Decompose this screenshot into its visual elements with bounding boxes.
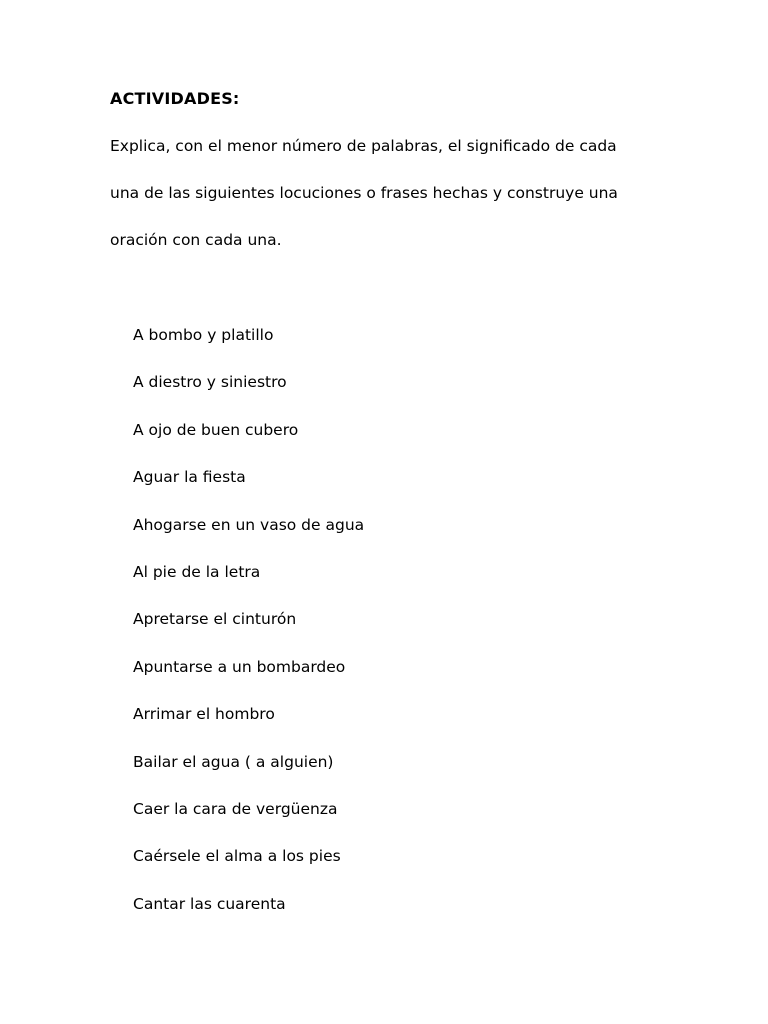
phrase-item: A diestro y siniestro [133, 373, 287, 392]
phrase-item: A bombo y platillo [133, 326, 274, 344]
instruction-line-1: Explica, con el menor número de palabras, el significado de cada [110, 137, 617, 155]
document-heading: ACTIVIDADES: [110, 89, 240, 108]
phrase-item: Cantar las cuarenta [133, 894, 286, 913]
instruction-line-2: una de las siguientes locuciones o frases hechas y construye una [110, 184, 618, 202]
phrase-item: Al pie de la letra [133, 562, 261, 581]
phrase-item: Apuntarse a un bombardeo [133, 657, 346, 676]
phrase-item: Ahogarse en un vaso de agua [133, 515, 365, 534]
phrase-list [133, 325, 364, 941]
phrase-item: Caer la cara de vergüenza [133, 799, 338, 818]
phrase-item: A ojo de buen cubero [133, 420, 299, 439]
phrase-item: Caérsele el alma a los pies [133, 847, 341, 866]
phrase-item: Aguar la fiesta [133, 468, 246, 487]
phrase-item: Bailar el agua ( a alguien) [133, 752, 334, 771]
phrase-item: Arrimar el hombro [133, 705, 275, 724]
instruction-line-3: oración con cada una. [110, 231, 282, 249]
phrase-item: Apretarse el cinturón [133, 610, 297, 629]
